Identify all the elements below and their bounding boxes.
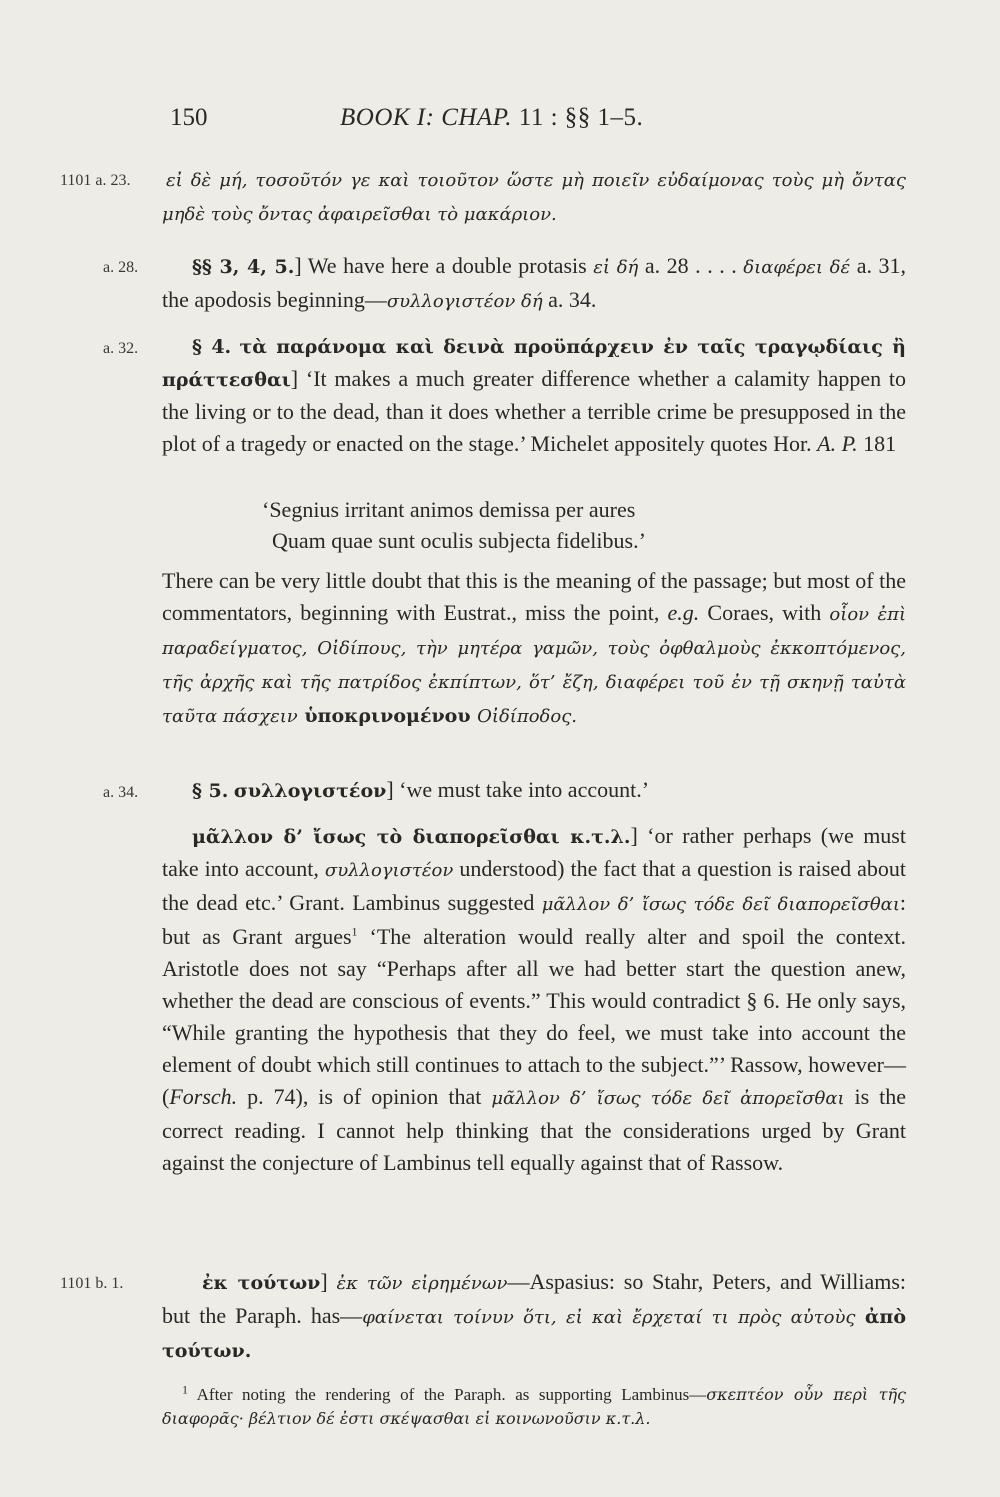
note-text: [162, 163, 906, 231]
lemma: τὰ παράνομα καὶ δεινὰ προϋπάρχειν ἐν ταῖς τραγῳδίαις ἢ πράττεσθαι: [162, 336, 906, 391]
note-text: § 5. συλλογιστέον] ‘we must take into account.’: [192, 777, 650, 802]
line-reference: 1101 b. 1.: [60, 1275, 124, 1292]
footnote-marker: 1: [182, 1382, 188, 1397]
line-reference: a. 32.: [103, 340, 139, 357]
footnote: $^1$ After noting the rendering of the Paraph. as supporting Lambinus—σκεπτέον οὖν περὶ τῆς διαφορᾶς· βέλτιον δέ ἐστι σκέψασθαι εἰ κοινωνοῦσιν κ.τ.λ.: [162, 1382, 907, 1428]
line-reference: a. 28.: [103, 259, 139, 276]
note-text: ἐκ τούτων] ἐκ τῶν εἰρημένων—Aspasius: so Stahr, Peters, and Williams: but the Paraph. has—φαίνεται τοίνυν ὅτι, εἰ καὶ ἔρχεταί τι πρὸς αὐτοὺς ἀπὸ τούτων.: [162, 1269, 907, 1362]
running-title: BOOK I: CHAP. 11 : §§ 1–5.: [340, 104, 644, 131]
section-marker: § 5.: [192, 780, 229, 802]
lemma: μᾶλλον δ’ ἴσως τὸ διαπορεῖσθαι κ.τ.λ.: [192, 826, 631, 848]
latin-quotation: ‘Segnius irritant animos demissa per aures Quam quae sunt oculis subjecta fidelibus.’: [262, 497, 646, 553]
greek-text: εἰ δὲ μή, τοσοῦτόν γε καὶ τοιοῦτον ὥστε μὴ ποιεῖν εὐδαίμονας τοὺς μὴ ὄντας μηδὲ τοὺς ὄντας ἀφαιρεῖσθαι τὸ μακάριον.: [162, 170, 906, 225]
note-text: § 4. τὰ παράνομα καὶ δεινὰ προϋπάρχειν ἐν ταῖς τραγῳδίαις ἢ πράττεσθαι] ‘It makes a much greater difference whether a calamity happen to the living or to the dead, than it does whether a terrible crime be presupposed in the plot of a tragedy or enacted on the stage.’ Michelet appositely quotes Hor. A. P. 181: [162, 336, 906, 456]
page-number: 150: [170, 104, 208, 131]
section-marker: §§ 3, 4, 5.: [192, 256, 295, 278]
lemma: ἐκ τούτων: [202, 1272, 321, 1294]
note-text: §§ 3, 4, 5.] We have here a double protasis εἰ δή a. 28 . . . . διαφέρει δέ a. 31, the apodosis beginning—συλλογιστέον δή a. 34.: [162, 253, 906, 312]
note-text-continued: μᾶλλον δ’ ἴσως τὸ διαπορεῖσθαι κ.τ.λ.] ‘or rather perhaps (we must take into account, συλλογιστέον understood) the fact that a question is raised about the dead etc.’ Grant. Lambinus suggested μᾶλλον δ’ ἴσως τόδε δεῖ διαπορεῖσθαι: but as Grant argues$^1$ ‘The alteration would really alter and spoil the context. Aristotle does not say “Perhaps after all we had better start the question anew, whether the dead are conscious of events.” This would contradict § 6. He only says, “While granting the hypothesis that they do feel, we must take into account the element of doubt which still continues to attach to the subject.”’ Rassow, however—(Forsch. p. 74), is of opinion that μᾶλλον δ’ ἴσως τόδε δεῖ ἀπορεῖσθαι is the correct reading. I cannot help thinking that the considerations urged by Grant against the conjecture of Lambinus tell equally against that of Rassow.: [162, 823, 906, 1175]
note-text-continued: There can be very little doubt that this is the meaning of the passage; but most of the commentators, beginning with Eustrat., miss the point, e.g. Coraes, with οἷον ἐπὶ παραδείγματος, Οἰδίπους, τὴν μητέρα γαμῶν, τοὺς ὀφθαλμοὺς ἐκκοπτόμενος, τῆς ἀρχῆς καὶ τῆς πατρίδος ἐκπίπτων, ὅτ’ ἔζη, διαφέρει τοῦ ἐν τῇ σκηνῇ ταὐτὰ ταῦτα πάσχειν ὑποκρινομένου Οἰδίποδος.: [162, 568, 907, 727]
line-reference: 1101 a. 23.: [60, 172, 131, 189]
footnote-marker: 1: [351, 924, 358, 939]
line-reference: a. 34.: [103, 784, 139, 801]
section-marker: § 4.: [192, 336, 232, 358]
lemma: συλλογιστέον: [233, 780, 387, 802]
